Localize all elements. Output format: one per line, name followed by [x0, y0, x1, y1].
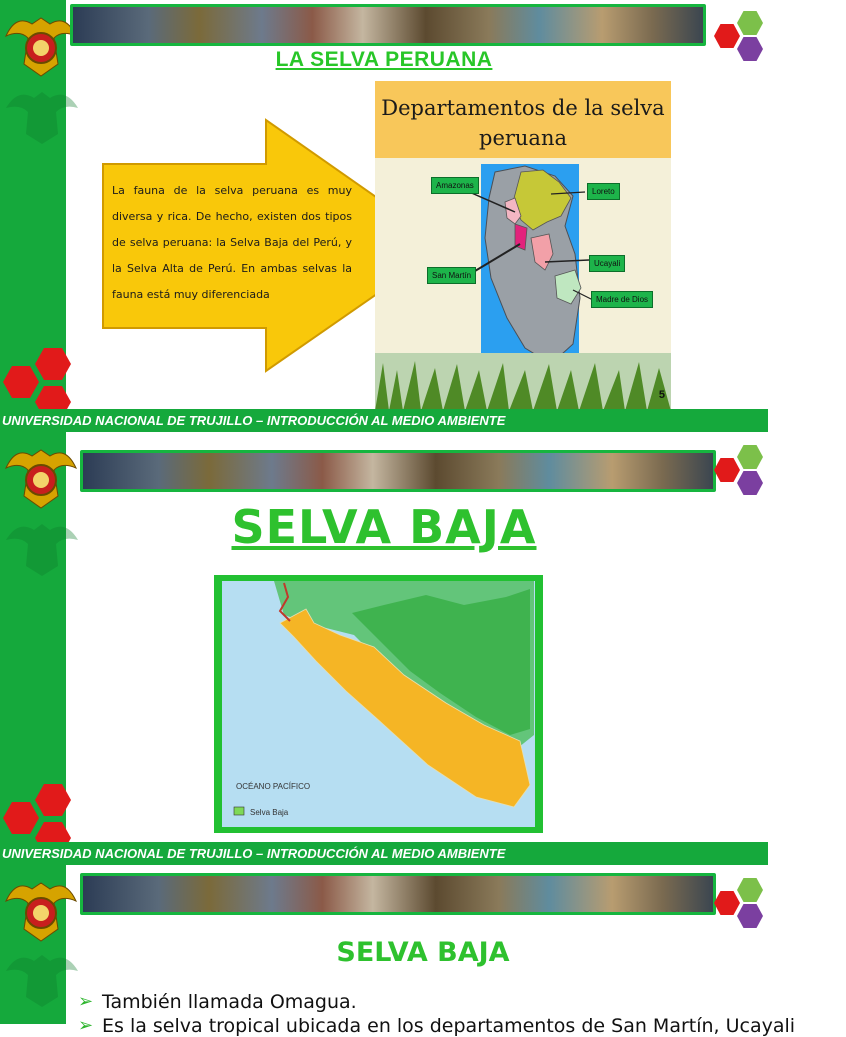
red-hexagon-cluster-icon: [0, 778, 70, 848]
selva-baja-map: [214, 575, 543, 833]
map-label-loreto: Loreto: [587, 183, 620, 200]
map-title: Departamentos de la selva peruana: [381, 96, 665, 150]
hexagon-lime-icon: [737, 878, 763, 902]
header-photo-banner: [70, 4, 706, 46]
slide-3: [0, 865, 796, 1037]
slide-title: SELVA BAJA: [336, 937, 510, 968]
departments-map-image: [375, 81, 671, 411]
selva-baja-map-image: [214, 575, 543, 833]
header-photo-banner: [80, 450, 716, 492]
hexagon-red-icon: [714, 891, 740, 915]
arrow-description-text: La fauna de la selva peruana es muy diversa y rica. De hecho, existen dos tipos de selva peruana: la Selva Baja del Perú, y la Selva Alta de Perú. En ambas selvas la fauna está muy diferenciada: [112, 184, 352, 301]
hexagon-purple-icon: [737, 904, 763, 928]
map-label-madre-de-dios: Madre de Dios: [591, 291, 653, 308]
peru-departments-map: [375, 158, 671, 411]
map-label-ucayali: Ucayali: [589, 255, 625, 272]
hexagon-purple-icon: [737, 471, 763, 495]
legend-selva-baja: Selva Baja: [250, 808, 289, 817]
hexagon-lime-icon: [737, 445, 763, 469]
footer-text: UNIVERSIDAD NACIONAL DE TRUJILLO – INTRODUCCIÓN AL MEDIO AMBIENTE: [2, 846, 506, 861]
map-page-number: 5: [658, 389, 665, 401]
watermark-emblem-icon: [4, 86, 80, 146]
map-label-san-martin: San Martín: [427, 267, 476, 284]
red-hexagon-cluster-icon: [0, 342, 70, 412]
university-seal-icon: [2, 871, 80, 945]
hexagon-lime-icon: [737, 11, 763, 35]
header-photo-banner: [80, 873, 716, 915]
footer-text: UNIVERSIDAD NACIONAL DE TRUJILLO – INTRODUCCIÓN AL MEDIO AMBIENTE: [2, 413, 506, 428]
slide-1: [0, 0, 768, 432]
ocean-label: OCÉANO PACÍFICO: [236, 782, 311, 791]
slide-title: SELVA BAJA: [231, 500, 537, 554]
bullet-item: ➢ También llamada Omagua.: [102, 991, 357, 1013]
bullet-item: ➢ Es la selva tropical ubicada en los departamentos de San Martín, Ucayali: [102, 1015, 795, 1037]
hexagon-red-icon: [714, 458, 740, 482]
map-label-amazonas: Amazonas: [431, 177, 479, 194]
slide-2: [0, 432, 768, 865]
slide-title: LA SELVA PERUANA: [275, 48, 493, 71]
hexagon-red-icon: [714, 24, 740, 48]
